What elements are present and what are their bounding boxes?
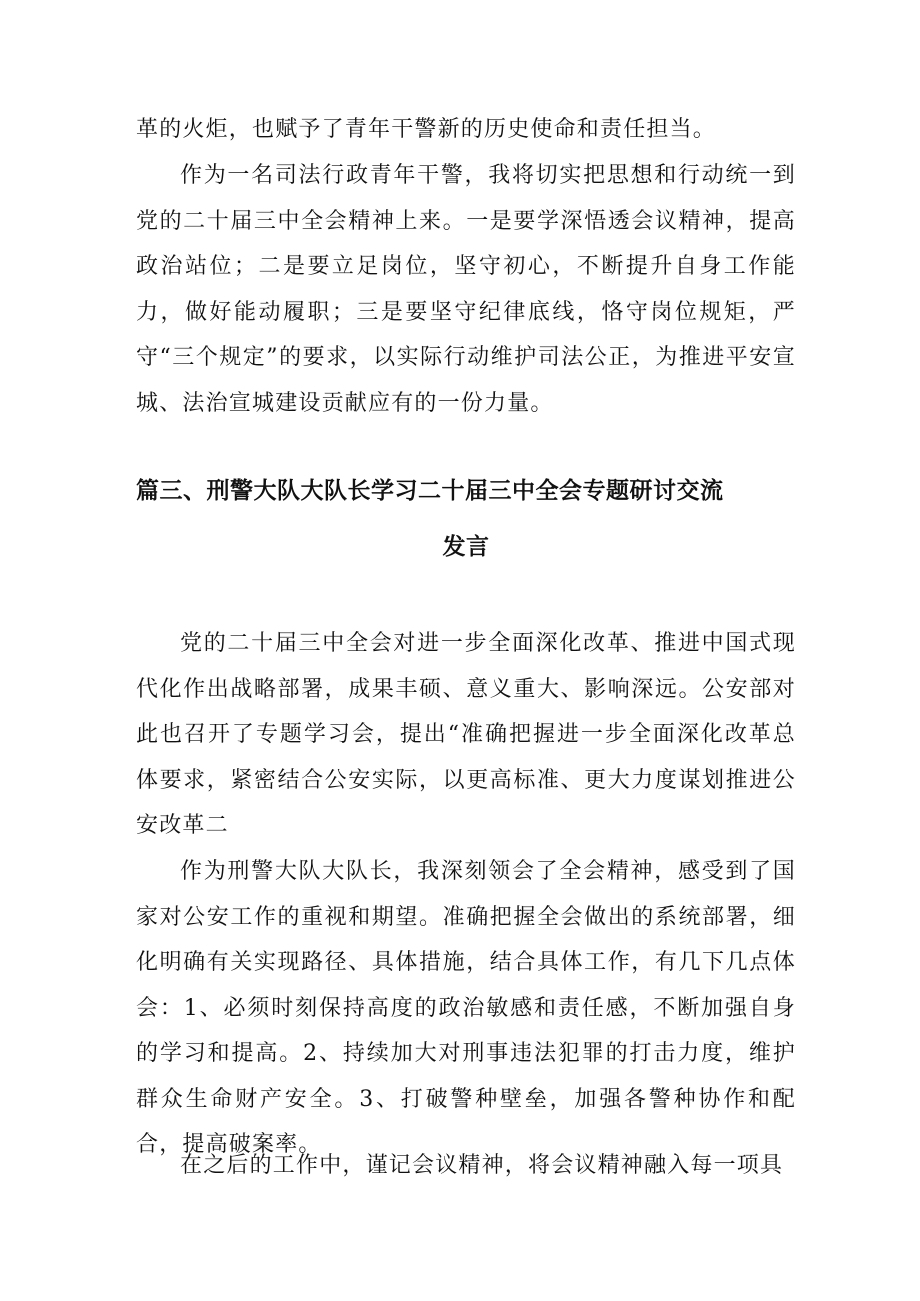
paragraph-captain-reflection: 作为刑警大队大队长，我深刻领会了全会精神，感受到了国家对公安工作的重视和期望。准确把握全会做出的系统部署，细化明确有关实现路径、具体措施，结合具体工作，有几下几点体会：1、必须时刻保持高度的政治敏感和责任感，不断加强自身的学习和提高。2、持续加大对刑事违法犯罪的打击力度，维护群众生命财产安全。3、打破警种壁垒，加强各警种协作和配合，提高破案率。 [136,859,796,1157]
section-title [136,463,796,575]
section-title-line1: 篇三、刑警大队大队长学习二十届三中全会专题研讨交流 [136,478,724,504]
section-title-line2: 发言 [442,534,490,560]
paragraph-judicial-cadre: 作为一名司法行政青年干警，我将切实把思想和行动统一到党的二十届三中全会精神上来。一是要学深悟透会议精神，提高政治站位；二是要立足岗位，坚守初心，不断提升自身工作能力，做好能动履职；三是要坚守纪律底线，恪守岗位规矩，严守“三个规定”的要求，以实际行动维护司法公正，为推进平安宣城、法治宣城建设贡献应有的一份力量。 [136,163,796,416]
paragraph-future-work: 在之后的工作中，谨记会议精神，将会议精神融入每一项具 [180,1153,784,1178]
paragraph-continuation: 革的火炬，也赋予了青年干警新的历史使命和责任担当。 [136,117,717,142]
paragraph-plenum-intro: 党的二十届三中全会对进一步全面深化改革、推进中国式现代化作出战略部署，成果丰硕、意义重大、影响深远。公安部对此也召开了专题学习会，提出“准确把握进一步全面深化改革总体要求，紧密结合公安实际，以更高标准、更大力度谋划推进公安改革二 [136,631,796,838]
